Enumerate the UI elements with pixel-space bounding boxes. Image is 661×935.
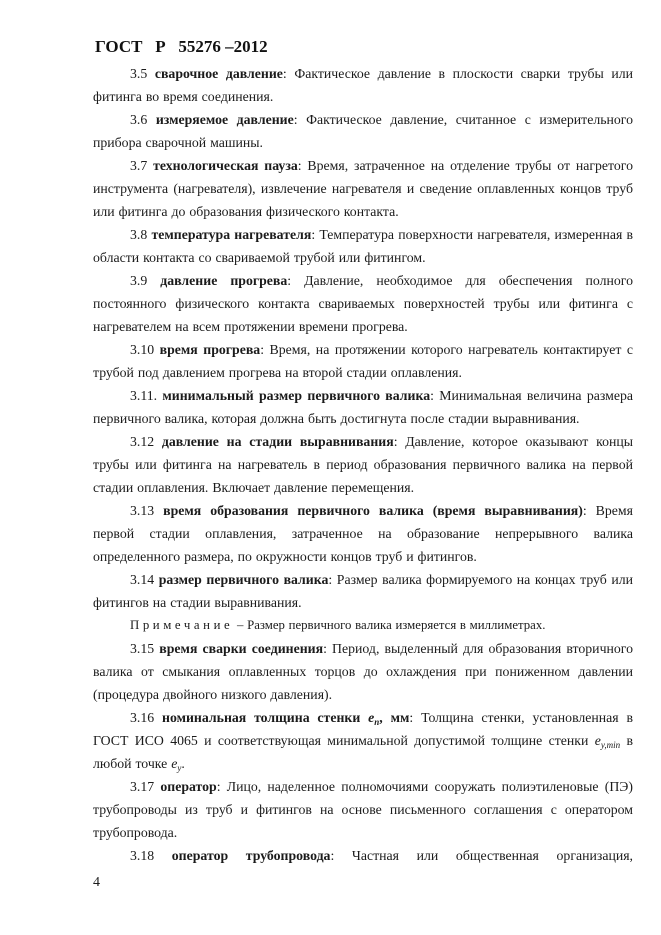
term-number: 3.17	[130, 779, 161, 794]
term-number: 3.7	[130, 158, 154, 173]
term-number: 3.10	[130, 342, 160, 357]
term-definition: : Частная или общественная организация,	[330, 848, 633, 863]
document-body	[93, 62, 633, 867]
term-title: сварочное давление	[154, 66, 283, 81]
term-title: температура нагревателя	[151, 227, 312, 242]
term-paragraph-3.16	[93, 706, 633, 775]
symbol-e-y-subscript: y	[177, 763, 182, 773]
term-paragraph-3.12	[93, 430, 633, 499]
term-number: 3.9	[130, 273, 161, 288]
page-number: 4	[93, 875, 100, 890]
term-definition: : Давление, необходимое для обеспечения полного постоянного физического контакта свариваемых поверхностей трубы или фитинга с нагревателем на всем протяжении времени прогрева.	[93, 273, 633, 334]
term-title: номинальная толщина стенки $e_n$, мм	[162, 710, 410, 727]
term-definition: : Время, затраченное на отделение трубы от нагретого инструмента (нагревателя), извлечение нагревателя и сведение оплавленных концов труб или фитинга до образования физического контакта.	[93, 158, 634, 219]
term-paragraph-3.13	[93, 499, 633, 568]
term-number: 3.6	[130, 112, 156, 127]
term-paragraph-3.10	[93, 338, 633, 384]
term-number: 3.11.	[130, 388, 163, 403]
term-definition: : Толщина стенки, установленная в ГОСТ ИСО 4065 и соответствующая минимальной допустимой толщине стенки $e_{y,min}$ в любой точке $e_y$.	[93, 710, 634, 773]
term-definition: : Температура поверхности нагревателя, измеренная в области контакта со свариваемой трубой или фитингом.	[93, 227, 634, 265]
note-paragraph	[93, 614, 633, 637]
term-title: давление на стадии выравнивания	[161, 434, 394, 449]
term-definition: : Время первой стадии оплавления, затраченное на образование непрерывного валика определенного размера, по окружности концов труб и фитингов.	[93, 503, 633, 564]
term-number: 3.5	[130, 66, 155, 81]
term-definition: : Фактическое давление, считанное с измерительного прибора сварочной машины.	[93, 112, 633, 150]
note-text: – Размер первичного валика измеряется в миллиметрах.	[233, 618, 546, 632]
term-definition: : Размер валика формируемого на концах труб или фитингов на стадии выравнивания.	[93, 572, 633, 610]
term-paragraph-3.15	[93, 637, 633, 706]
term-number: 3.18	[130, 848, 172, 863]
symbol-e-nominal: e	[368, 710, 375, 725]
term-paragraph-3.6	[93, 108, 633, 154]
term-definition: : Давление, которое оказывают концы трубы или фитинга на нагреватель в период образования первичного валика на первой стадии оплавления. Включает давление перемещения.	[93, 434, 634, 495]
term-number: 3.12	[130, 434, 162, 449]
term-definition: : Время, на протяжении которого нагреватель контактирует с трубой под давлением прогрева на второй стадии оплавления.	[93, 342, 634, 380]
term-paragraph-3.11	[93, 384, 633, 430]
term-title: время прогрева	[159, 342, 261, 357]
term-number: 3.13	[130, 503, 164, 518]
term-definition: : Фактическое давление в плоскости сварки трубы или фитинга во время соединения.	[93, 66, 633, 104]
term-title: время сварки соединения	[159, 641, 324, 656]
term-number: 3.15	[130, 641, 160, 656]
term-paragraph-3.17	[93, 775, 633, 844]
term-title: технологическая пауза	[153, 158, 298, 173]
term-title: время образования первичного валика (время выравнивания)	[163, 503, 583, 518]
term-paragraph-3.18	[93, 844, 633, 867]
document-header-title: ГОСТ Р 55276 –2012	[95, 37, 268, 56]
term-number: 3.16	[130, 710, 162, 725]
term-paragraph-3.14	[93, 568, 633, 614]
symbol-e-nominal-subscript: n	[374, 717, 380, 727]
symbol-e-ymin: e	[594, 733, 601, 748]
term-title: оператор	[160, 779, 217, 794]
term-title: оператор трубопровода	[171, 848, 331, 863]
term-number: 3.14	[130, 572, 159, 587]
term-paragraph-3.7	[93, 154, 633, 223]
symbol-e-ymin-subscript: y,min	[600, 740, 621, 750]
term-number: 3.8	[130, 227, 152, 242]
term-definition: : Лицо, наделенное полномочиями сооружать полиэтиленовые (ПЭ) трубопроводы из труб и фитингов на основе письменного соглашения с оператором трубопровода.	[93, 779, 633, 840]
symbol-e-y: e	[171, 756, 178, 771]
term-paragraph-3.5	[93, 62, 633, 108]
note-label: Примечание	[130, 618, 234, 632]
term-title: минимальный размер первичного валика	[162, 388, 431, 403]
term-title: измеряемое давление	[155, 112, 294, 127]
term-definition: : Период, выделенный для образования вторичного валика от смыкания оплавленных торцов до охлаждения при пониженном давлении (процедура двойного низкого давления).	[93, 641, 634, 702]
term-title: размер первичного валика	[158, 572, 329, 587]
term-definition: : Минимальная величина размера первичного валика, которая должна быть достигнута после стадии выравнивания.	[93, 388, 634, 426]
term-paragraph-3.9	[93, 269, 633, 338]
term-paragraph-3.8	[93, 223, 633, 269]
term-title: давление прогрева	[160, 273, 288, 288]
